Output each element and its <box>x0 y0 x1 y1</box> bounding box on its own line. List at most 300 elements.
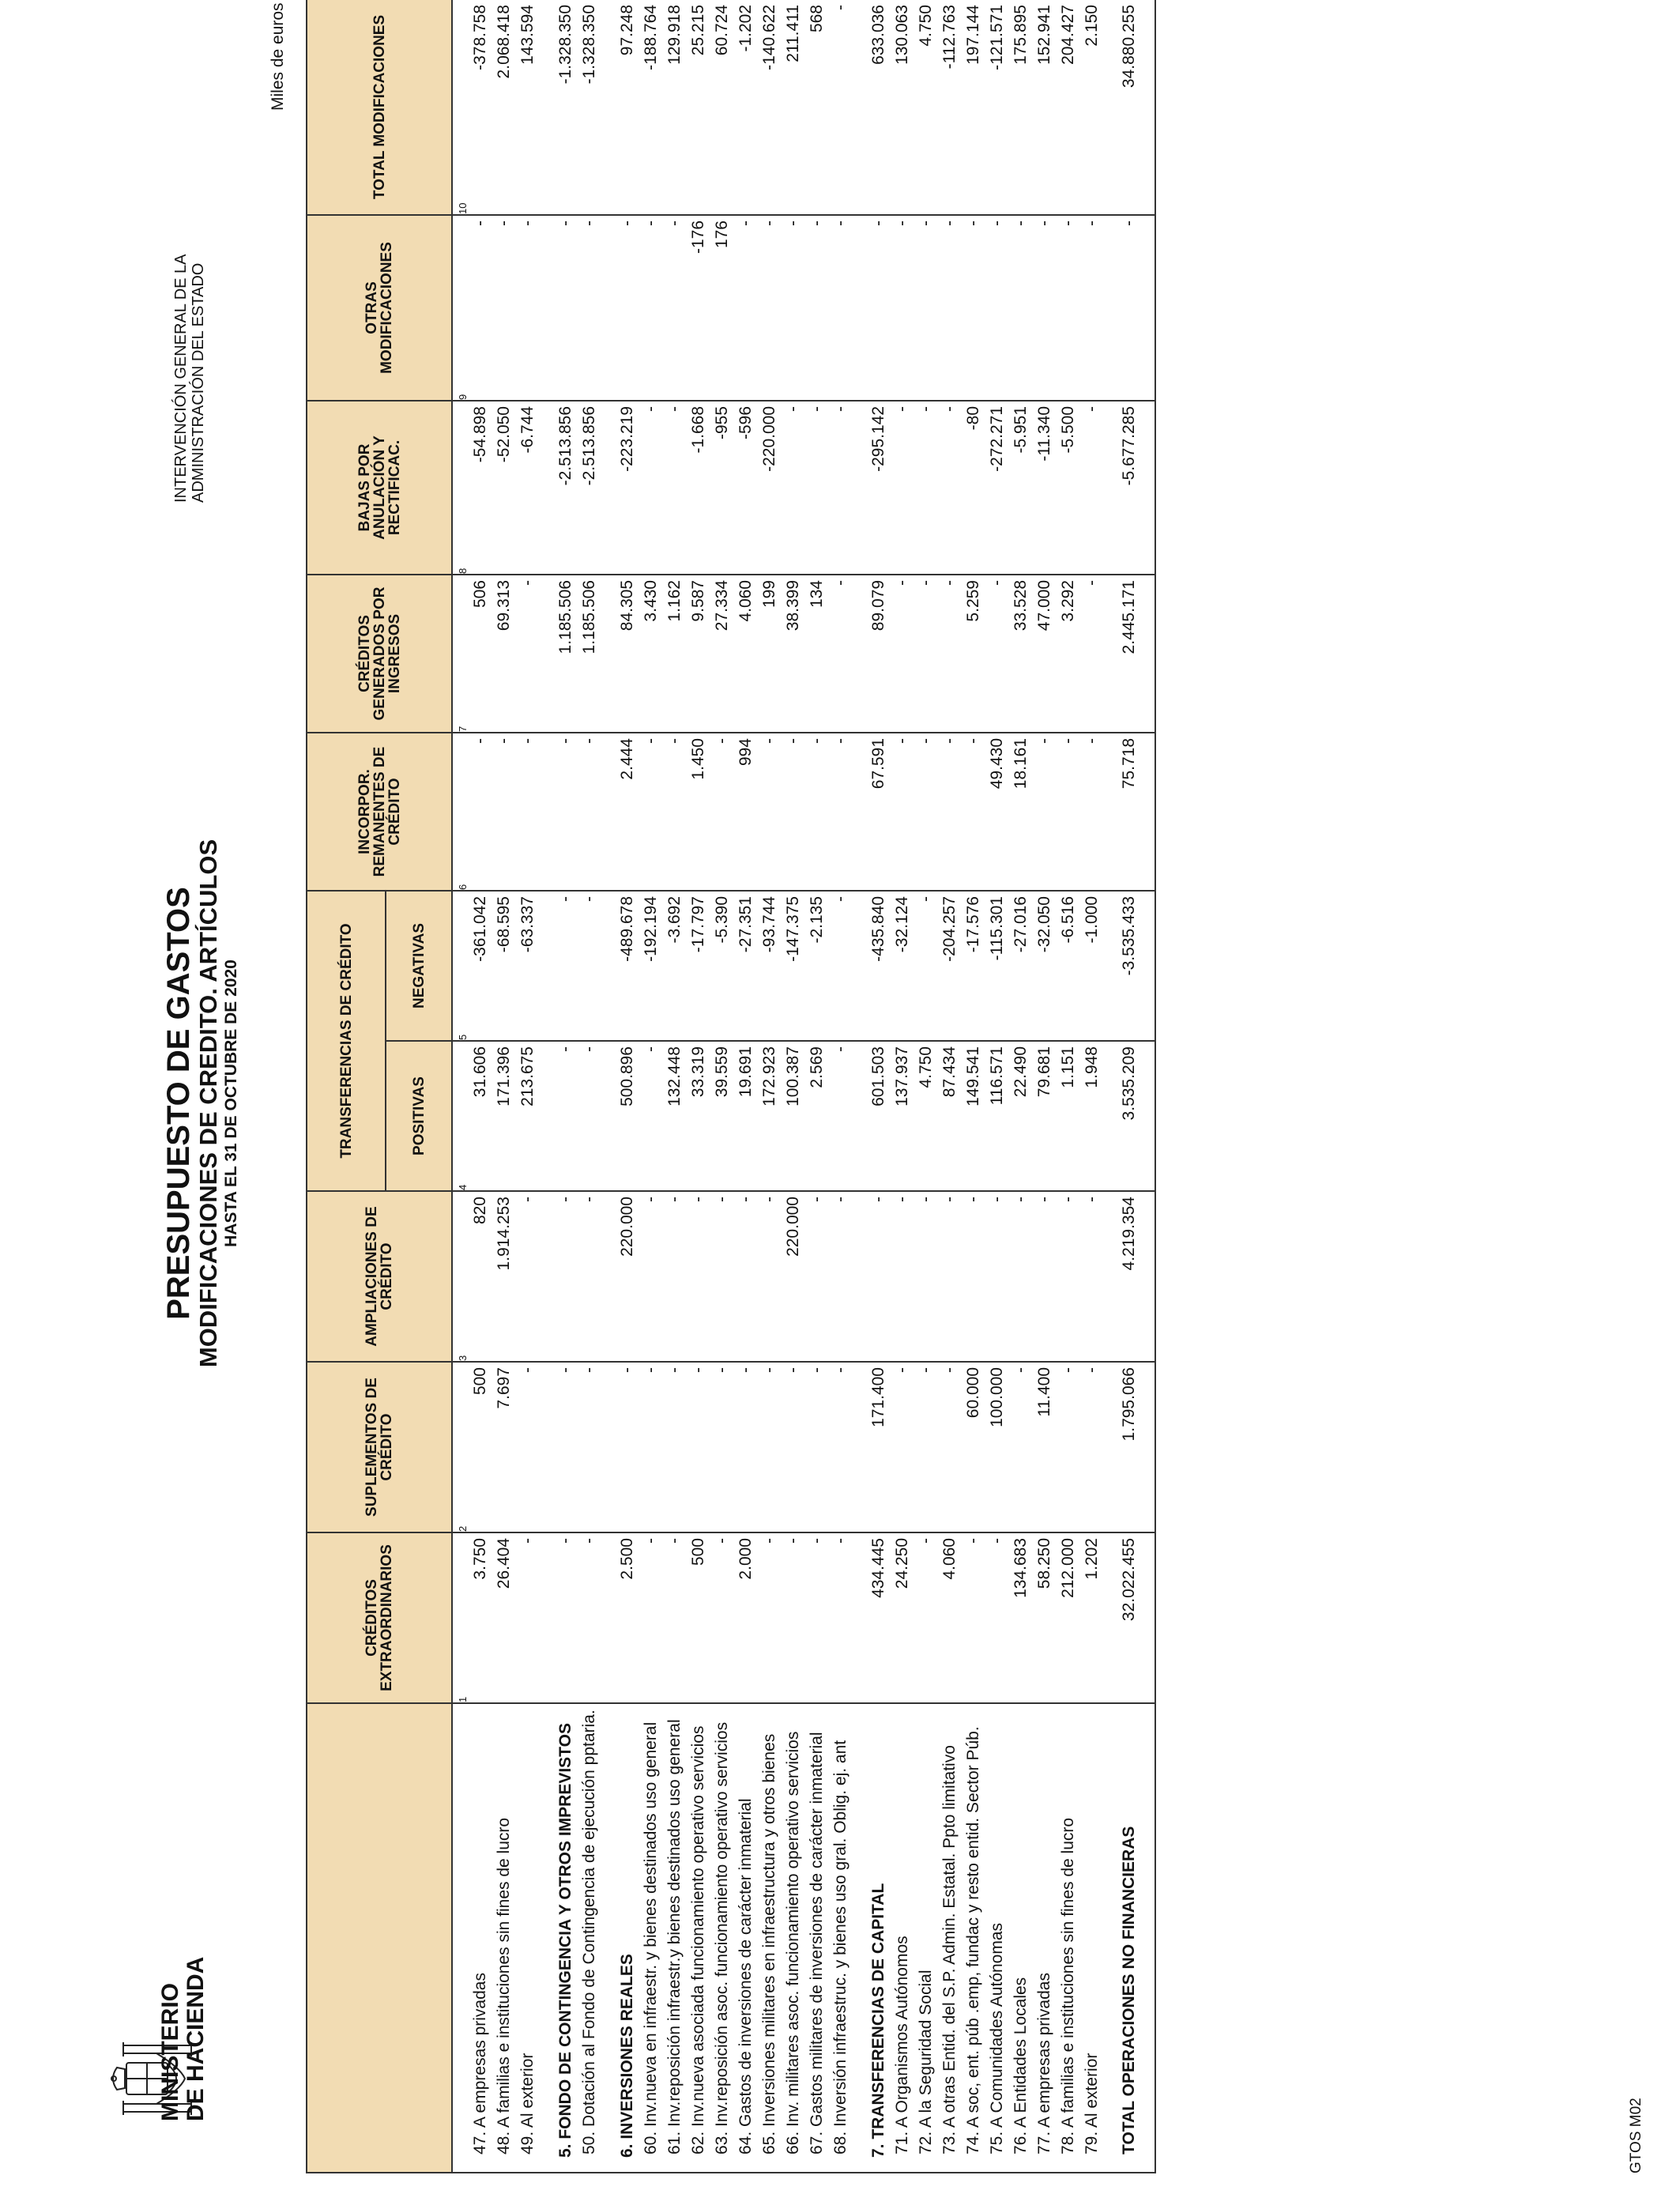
value-cell: 4.060 <box>938 1532 962 1703</box>
row-label: 79. Al exterior <box>1080 1703 1104 2173</box>
spacer-cell <box>540 1191 554 1362</box>
value-cell: -52.050 <box>492 401 516 575</box>
value-cell: 4.060 <box>734 575 758 733</box>
value-cell: - <box>1009 1191 1033 1362</box>
value-cell: 39.559 <box>710 1041 734 1191</box>
value-cell: 24.250 <box>891 1532 914 1703</box>
report-period: HASTA EL 31 DE OCTUBRE DE 2020 <box>222 959 240 1247</box>
value-cell: 38.399 <box>782 575 805 733</box>
table-row <box>962 0 985 2173</box>
column-number: 8 <box>452 401 469 575</box>
header-c7: CRÉDITOS GENERADOS POR INGRESOS <box>307 575 452 733</box>
value-cell: 75.718 <box>1104 733 1155 891</box>
value-cell: -68.595 <box>492 891 516 1041</box>
column-number: 3 <box>452 1191 469 1362</box>
value-cell: 130.063 <box>891 0 914 215</box>
spacer-cell <box>853 1532 867 1703</box>
value-cell: -32.050 <box>1033 891 1057 1041</box>
header-concept <box>307 1703 452 2173</box>
value-cell: - <box>734 1191 758 1362</box>
spacer-cell <box>601 1362 616 1532</box>
row-label: 62. Inv.nueva asociada funcionamiento operativo servicios <box>687 1703 710 2173</box>
value-cell: -1.000 <box>1080 891 1104 1041</box>
report-titles <box>162 803 241 1404</box>
value-cell: -1.328.350 <box>554 0 578 215</box>
value-cell: - <box>1080 733 1104 891</box>
value-cell: 9.587 <box>687 575 710 733</box>
value-cell: - <box>938 733 962 891</box>
value-cell: -17.576 <box>962 891 985 1041</box>
value-cell: - <box>891 733 914 891</box>
value-cell: 143.594 <box>516 0 540 215</box>
value-cell: - <box>1080 1362 1104 1532</box>
value-cell: - <box>829 0 853 215</box>
spacer-cell <box>540 1703 554 2173</box>
row-label: 49. Al exterior <box>516 1703 540 2173</box>
spacer-cell <box>853 733 867 891</box>
value-cell: -596 <box>734 401 758 575</box>
value-cell: - <box>938 575 962 733</box>
spacer-cell <box>540 0 554 215</box>
row-label: 64. Gastos de inversiones de carácter inmaterial <box>734 1703 758 2173</box>
value-cell: 47.000 <box>1033 575 1057 733</box>
value-cell: 19.691 <box>734 1041 758 1191</box>
value-cell: 171.396 <box>492 1041 516 1191</box>
value-cell: - <box>782 1362 805 1532</box>
spacer-cell <box>853 575 867 733</box>
spacer-cell <box>601 1703 616 2173</box>
value-cell: -361.042 <box>469 891 492 1041</box>
value-cell: -1.202 <box>734 0 758 215</box>
value-cell: 2.068.418 <box>492 0 516 215</box>
spacer-cell <box>853 1041 867 1191</box>
value-cell: 100.000 <box>985 1362 1009 1532</box>
value-cell: 1.202 <box>1080 1532 1104 1703</box>
value-cell: - <box>758 215 782 401</box>
value-cell: - <box>554 1191 578 1362</box>
agency-line1: INTERVENCIÓN GENERAL DE LA <box>172 254 190 503</box>
row-label: 7. TRANSFERENCIAS DE CAPITAL <box>867 1703 891 2173</box>
value-cell: 176 <box>710 215 734 401</box>
value-cell: -80 <box>962 401 985 575</box>
value-cell: - <box>891 575 914 733</box>
spacer-cell <box>540 215 554 401</box>
value-cell: 97.248 <box>616 0 639 215</box>
value-cell: -32.124 <box>891 891 914 1041</box>
value-cell: 4.750 <box>914 1041 938 1191</box>
value-cell: - <box>1104 215 1155 401</box>
value-cell: 149.541 <box>962 1041 985 1191</box>
ministry-line2: DE HACIENDA <box>183 1956 209 2121</box>
value-cell: - <box>734 215 758 401</box>
column-number: 6 <box>452 733 469 891</box>
value-cell: 116.571 <box>985 1041 1009 1191</box>
value-cell: 199 <box>758 575 782 733</box>
section-row <box>867 0 891 2173</box>
value-cell: - <box>938 215 962 401</box>
header-c6: INCORPOR. REMANENTES DE CRÉDITO <box>307 733 452 891</box>
form-code: GTOS M02 <box>1628 2098 1644 2173</box>
value-cell: - <box>985 215 1009 401</box>
row-label: 71. A Organismos Autónomos <box>891 1703 914 2173</box>
header-c1: CRÉDITOS EXTRAORDINARIOS <box>307 1532 452 1703</box>
value-cell: 1.151 <box>1057 1041 1080 1191</box>
value-cell: -378.758 <box>469 0 492 215</box>
value-cell: - <box>829 1532 853 1703</box>
value-cell: 49.430 <box>985 733 1009 891</box>
ministry-name <box>158 1957 209 2121</box>
agency-name <box>172 254 207 503</box>
value-cell: - <box>805 733 829 891</box>
row-label: 77. A empresas privadas <box>1033 1703 1057 2173</box>
value-cell: - <box>1009 215 1033 401</box>
value-cell: - <box>639 401 663 575</box>
value-cell: - <box>829 215 853 401</box>
header-c4: POSITIVAS <box>386 1041 452 1191</box>
value-cell: 213.675 <box>516 1041 540 1191</box>
value-cell: 33.319 <box>687 1041 710 1191</box>
value-cell: - <box>914 1532 938 1703</box>
value-cell: - <box>985 1191 1009 1362</box>
spacer-cell <box>540 401 554 575</box>
value-cell: - <box>516 1362 540 1532</box>
column-number: 7 <box>452 575 469 733</box>
value-cell: 100.387 <box>782 1041 805 1191</box>
value-cell: - <box>1033 1191 1057 1362</box>
header-c2: SUPLEMENTOS DE CRÉDITO <box>307 1362 452 1532</box>
value-cell: 2.150 <box>1080 0 1104 215</box>
value-cell: 3.750 <box>469 1532 492 1703</box>
value-cell: 500.896 <box>616 1041 639 1191</box>
value-cell: 34.880.255 <box>1104 0 1155 215</box>
row-label: 74. A soc, ent. púb .emp, fundac y resto entid. Sector Púb. <box>962 1703 985 2173</box>
value-cell: 212.000 <box>1057 1532 1080 1703</box>
column-number <box>452 1703 469 2173</box>
value-cell: - <box>578 891 601 1041</box>
column-number: 10 <box>452 0 469 215</box>
value-cell: -11.340 <box>1033 401 1057 575</box>
header-c8: BAJAS POR ANULACIÓN Y RECTIFICAC. <box>307 401 452 575</box>
value-cell: - <box>914 215 938 401</box>
value-cell: - <box>1057 1362 1080 1532</box>
value-cell: 129.918 <box>663 0 687 215</box>
column-number-row <box>452 0 469 2173</box>
row-label: 68. Inversión infraestruc. y bienes uso gral. Oblig. ej. ant <box>829 1703 853 2173</box>
value-cell: -2.513.856 <box>578 401 601 575</box>
value-cell: 11.400 <box>1033 1362 1057 1532</box>
row-label: 66. Inv. militares asoc. funcionamiento operativo servicios <box>782 1703 805 2173</box>
value-cell: 3.535.209 <box>1104 1041 1155 1191</box>
value-cell: -955 <box>710 401 734 575</box>
value-cell: 568 <box>805 0 829 215</box>
value-cell: - <box>710 1532 734 1703</box>
value-cell: 1.185.506 <box>578 575 601 733</box>
value-cell: -63.337 <box>516 891 540 1041</box>
value-cell: - <box>578 1532 601 1703</box>
value-cell: -489.678 <box>616 891 639 1041</box>
value-cell: -1.668 <box>687 401 710 575</box>
spacer-cell <box>601 733 616 891</box>
value-cell: - <box>962 733 985 891</box>
ministry-line1: MINISTERIO <box>157 1982 183 2121</box>
value-cell: 2.569 <box>805 1041 829 1191</box>
value-cell: -192.194 <box>639 891 663 1041</box>
value-cell: 67.591 <box>867 733 891 891</box>
value-cell: - <box>469 215 492 401</box>
value-cell: - <box>1033 733 1057 891</box>
value-cell: - <box>782 1532 805 1703</box>
value-cell: -3.692 <box>663 891 687 1041</box>
table-row <box>578 0 601 2173</box>
value-cell: 220.000 <box>782 1191 805 1362</box>
value-cell: 500 <box>687 1532 710 1703</box>
row-label: 73. A otras Entid. del S.P. Admin. Estatal. Ppto limitativo <box>938 1703 962 2173</box>
value-cell: 5.259 <box>962 575 985 733</box>
value-cell: - <box>516 215 540 401</box>
value-cell: 134.683 <box>1009 1532 1033 1703</box>
spacer-cell <box>540 1041 554 1191</box>
value-cell: 132.448 <box>663 1041 687 1191</box>
header-c9: OTRAS MODIFICACIONES <box>307 215 452 401</box>
value-cell: -3.535.433 <box>1104 891 1155 1041</box>
value-cell: 152.941 <box>1033 0 1057 215</box>
value-cell: - <box>805 1191 829 1362</box>
value-cell: - <box>663 401 687 575</box>
row-label: 78. A familias e instituciones sin fines de lucro <box>1057 1703 1080 2173</box>
table-header-row <box>307 0 386 2173</box>
value-cell: 204.427 <box>1057 0 1080 215</box>
value-cell: -27.351 <box>734 891 758 1041</box>
value-cell: - <box>578 215 601 401</box>
column-number: 5 <box>452 891 469 1041</box>
value-cell: 33.528 <box>1009 575 1033 733</box>
value-cell: 500 <box>469 1362 492 1532</box>
table-row <box>710 0 734 2173</box>
row-label: 5. FONDO DE CONTINGENCIA Y OTROS IMPREVISTOS <box>554 1703 578 2173</box>
value-cell: 175.895 <box>1009 0 1033 215</box>
value-cell: - <box>829 891 853 1041</box>
value-cell: 4.750 <box>914 0 938 215</box>
value-cell: - <box>829 1191 853 1362</box>
value-cell: -223.219 <box>616 401 639 575</box>
value-cell: 22.490 <box>1009 1041 1033 1191</box>
value-cell: - <box>516 575 540 733</box>
value-cell: -112.763 <box>938 0 962 215</box>
table-row <box>914 0 938 2173</box>
value-cell: - <box>805 401 829 575</box>
value-cell: -147.375 <box>782 891 805 1041</box>
row-label: 75. A Comunidades Autónomas <box>985 1703 1009 2173</box>
value-cell: 172.923 <box>758 1041 782 1191</box>
spacer-row <box>540 0 554 2173</box>
value-cell: 994 <box>734 733 758 891</box>
row-label: 76. A Entidades Locales <box>1009 1703 1033 2173</box>
table-row <box>492 0 516 2173</box>
value-cell: - <box>516 1532 540 1703</box>
value-cell: - <box>492 733 516 891</box>
value-cell: - <box>938 1362 962 1532</box>
table-row <box>516 0 540 2173</box>
value-cell: -5.677.285 <box>1104 401 1155 575</box>
header-transfers-group: TRANSFERENCIAS DE CRÉDITO <box>307 891 386 1191</box>
header-c3: AMPLIACIONES DE CRÉDITO <box>307 1191 452 1362</box>
value-cell: - <box>891 1191 914 1362</box>
value-cell: - <box>516 733 540 891</box>
value-cell: - <box>492 215 516 401</box>
value-cell: 1.948 <box>1080 1041 1104 1191</box>
value-cell: 79.681 <box>1033 1041 1057 1191</box>
value-cell: - <box>829 401 853 575</box>
table-row <box>1080 0 1104 2173</box>
spacer-cell <box>853 1191 867 1362</box>
value-cell: - <box>914 1362 938 1532</box>
value-cell: - <box>758 1532 782 1703</box>
value-cell: -1.328.350 <box>578 0 601 215</box>
table-row <box>687 0 710 2173</box>
row-label: 48. A familias e instituciones sin fines de lucro <box>492 1703 516 2173</box>
spacer-cell <box>601 891 616 1041</box>
value-cell: 7.697 <box>492 1362 516 1532</box>
value-cell: 1.450 <box>687 733 710 891</box>
value-cell: - <box>663 1191 687 1362</box>
value-cell: - <box>578 733 601 891</box>
value-cell: - <box>639 1191 663 1362</box>
value-cell: - <box>578 1041 601 1191</box>
value-cell: -5.500 <box>1057 401 1080 575</box>
value-cell: 2.500 <box>616 1532 639 1703</box>
value-cell: - <box>938 401 962 575</box>
section-row <box>554 0 578 2173</box>
value-cell: - <box>710 733 734 891</box>
value-cell: 434.445 <box>867 1532 891 1703</box>
value-cell: -54.898 <box>469 401 492 575</box>
value-cell: -5.951 <box>1009 401 1033 575</box>
table-row <box>663 0 687 2173</box>
value-cell: - <box>469 733 492 891</box>
value-cell: -5.390 <box>710 891 734 1041</box>
value-cell: - <box>829 575 853 733</box>
value-cell: - <box>663 1532 687 1703</box>
value-cell: - <box>914 1191 938 1362</box>
value-cell: - <box>891 215 914 401</box>
table-row <box>758 0 782 2173</box>
spacer-cell <box>601 0 616 215</box>
value-cell: - <box>962 1532 985 1703</box>
spacer-cell <box>601 1532 616 1703</box>
value-cell: 137.937 <box>891 1041 914 1191</box>
table-row <box>1009 0 1033 2173</box>
value-cell: 2.000 <box>734 1532 758 1703</box>
spacer-row <box>601 0 616 2173</box>
value-cell: -204.257 <box>938 891 962 1041</box>
value-cell: -6.516 <box>1057 891 1080 1041</box>
value-cell: 2.444 <box>616 733 639 891</box>
spacer-cell <box>853 401 867 575</box>
spacer-cell <box>540 1362 554 1532</box>
value-cell: - <box>687 1362 710 1532</box>
row-label: 67. Gastos militares de inversiones de carácter inmaterial <box>805 1703 829 2173</box>
row-label: 60. Inv.nueva en infraestr. y bienes destinados uso general <box>639 1703 663 2173</box>
spacer-cell <box>601 401 616 575</box>
value-cell: 1.185.506 <box>554 575 578 733</box>
value-cell: - <box>554 215 578 401</box>
table-row <box>985 0 1009 2173</box>
column-number: 9 <box>452 215 469 401</box>
value-cell: -188.764 <box>639 0 663 215</box>
value-cell: 31.606 <box>469 1041 492 1191</box>
value-cell: - <box>1009 1362 1033 1532</box>
value-cell: - <box>1080 401 1104 575</box>
value-cell: 4.219.354 <box>1104 1191 1155 1362</box>
value-cell: -272.271 <box>985 401 1009 575</box>
value-cell: 3.430 <box>639 575 663 733</box>
value-cell: 506 <box>469 575 492 733</box>
value-cell: 220.000 <box>616 1191 639 1362</box>
table-row <box>469 0 492 2173</box>
value-cell: - <box>663 215 687 401</box>
row-label: TOTAL OPERACIONES NO FINANCIERAS <box>1104 1703 1155 2173</box>
value-cell: 134 <box>805 575 829 733</box>
value-cell: - <box>867 215 891 401</box>
value-cell: - <box>554 891 578 1041</box>
value-cell: - <box>639 215 663 401</box>
value-cell: - <box>829 1362 853 1532</box>
value-cell: - <box>578 1191 601 1362</box>
value-cell: 69.313 <box>492 575 516 733</box>
spacer-cell <box>601 575 616 733</box>
value-cell: - <box>663 733 687 891</box>
value-cell: -93.744 <box>758 891 782 1041</box>
value-cell: 2.445.171 <box>1104 575 1155 733</box>
header-c10: TOTAL MODIFICACIONES <box>307 0 452 215</box>
value-cell: - <box>639 1362 663 1532</box>
value-cell: - <box>867 1191 891 1362</box>
value-cell: - <box>938 1191 962 1362</box>
row-label: 6. INVERSIONES REALES <box>616 1703 639 2173</box>
spacer-cell <box>601 215 616 401</box>
value-cell: - <box>616 215 639 401</box>
value-cell: 211.411 <box>782 0 805 215</box>
value-cell: - <box>829 733 853 891</box>
table-body <box>469 0 1155 2173</box>
table-row <box>891 0 914 2173</box>
value-cell: - <box>758 1191 782 1362</box>
row-label: 63. Inv.reposición asoc. funcionamiento operativo servicios <box>710 1703 734 2173</box>
value-cell: 25.215 <box>687 0 710 215</box>
value-cell: 820 <box>469 1191 492 1362</box>
value-cell: - <box>782 215 805 401</box>
value-cell: -27.016 <box>1009 891 1033 1041</box>
value-cell: -176 <box>687 215 710 401</box>
row-label: 61. Inv.reposición infraestr.y bienes destinados uso general <box>663 1703 687 2173</box>
column-number: 4 <box>452 1041 469 1191</box>
value-cell: -6.744 <box>516 401 540 575</box>
value-cell: - <box>1080 575 1104 733</box>
value-cell: - <box>1033 215 1057 401</box>
value-cell: -115.301 <box>985 891 1009 1041</box>
value-cell: - <box>516 1191 540 1362</box>
value-cell: - <box>1080 1191 1104 1362</box>
value-cell: - <box>554 733 578 891</box>
spacer-cell <box>853 0 867 215</box>
total-row <box>1104 0 1155 2173</box>
spacer-cell <box>540 891 554 1041</box>
table-row <box>805 0 829 2173</box>
column-number: 1 <box>452 1532 469 1703</box>
value-cell: - <box>985 575 1009 733</box>
spacer-cell <box>853 1703 867 2173</box>
table-row <box>938 0 962 2173</box>
